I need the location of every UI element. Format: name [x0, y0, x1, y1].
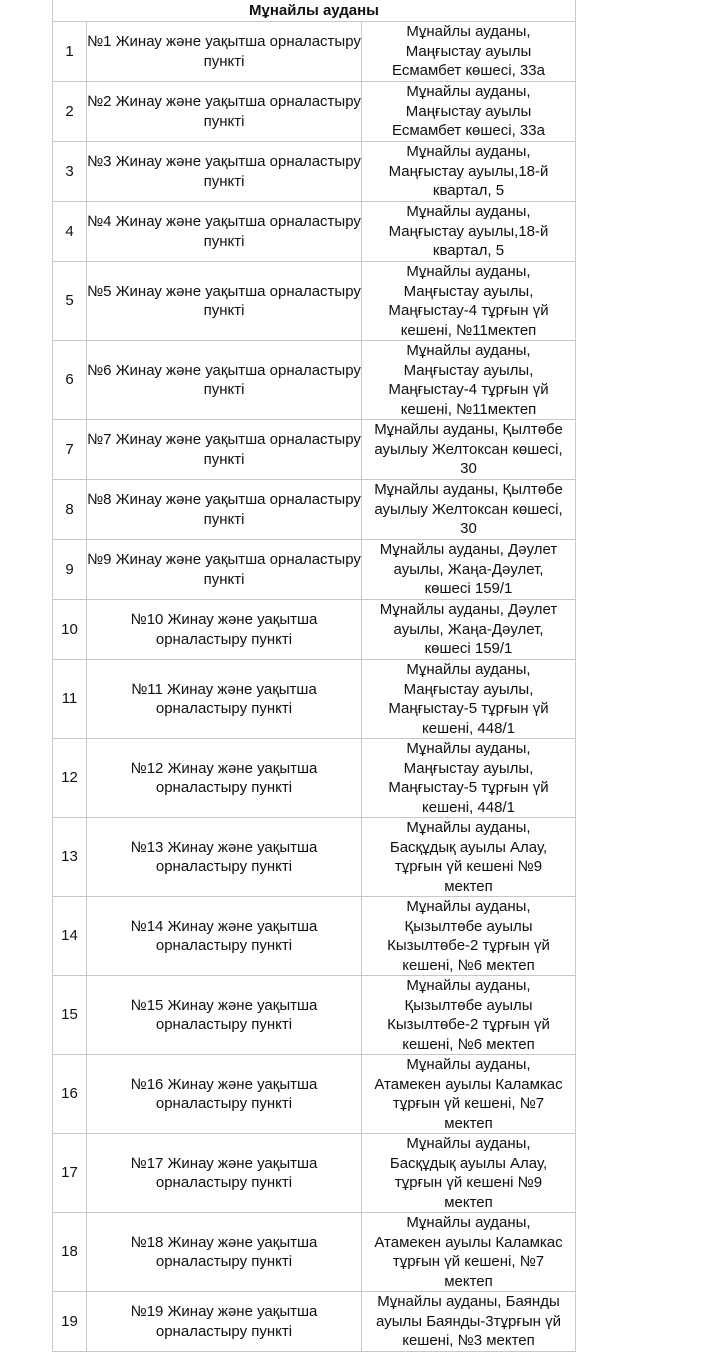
point-address: Мұнайлы ауданы, Маңғыстау ауылы, Маңғыстау-5 тұрғын үй кешені, 448/1: [362, 739, 576, 818]
point-address: Мұнайлы ауданы, Баянды ауылы Баянды-3тұрғын үй кешені, №3 мектеп: [362, 1292, 576, 1352]
row-number: 11: [53, 660, 87, 739]
point-name: №10 Жинау және уақытша орналастыру пункті: [87, 600, 362, 660]
point-name: №3 Жинау және уақытша орналастыру пункті: [87, 142, 362, 202]
point-address: Мұнайлы ауданы, Маңғыстау ауылы,18-й квартал, 5: [362, 142, 576, 202]
point-address: Мұнайлы ауданы, Маңғыстау ауылы Есмамбет көшесі, 33а: [362, 22, 576, 82]
point-address: Мұнайлы ауданы, Атамекен ауылы Каламкас тұрғын үй кешені, №7 мектеп: [362, 1055, 576, 1134]
point-address: Мұнайлы ауданы, Қызылтөбе ауылы Кызылтөбе-2 тұрғын үй кешені, №6 мектеп: [362, 897, 576, 976]
table-row: [53, 262, 576, 341]
row-number: 1: [53, 22, 87, 82]
table-row: [53, 600, 576, 660]
row-number: 5: [53, 262, 87, 341]
row-number: 7: [53, 420, 87, 480]
point-name: №17 Жинау және уақытша орналастыру пункті: [87, 1134, 362, 1213]
table-row: [53, 1055, 576, 1134]
point-name: №8 Жинау және уақытша орналастыру пункті: [87, 480, 362, 540]
point-address: Мұнайлы ауданы, Маңғыстау ауылы Есмамбет көшесі, 33а: [362, 82, 576, 142]
row-number: 2: [53, 82, 87, 142]
row-number: 12: [53, 739, 87, 818]
table-row: [53, 739, 576, 818]
point-name: №2 Жинау және уақытша орналастыру пункті: [87, 82, 362, 142]
table-row: [53, 341, 576, 420]
row-number: 13: [53, 818, 87, 897]
point-address: Мұнайлы ауданы, Дәулет ауылы, Жаңа-Дәулет, көшесі 159/1: [362, 540, 576, 600]
point-address: Мұнайлы ауданы, Маңғыстау ауылы, Маңғыстау-4 тұрғын үй кешені, №11мектеп: [362, 262, 576, 341]
row-number: 6: [53, 341, 87, 420]
point-address: Мұнайлы ауданы, Маңғыстау ауылы, Маңғыстау-5 тұрғын үй кешені, 448/1: [362, 660, 576, 739]
row-number: 10: [53, 600, 87, 660]
table-row: [53, 1134, 576, 1213]
table-title-row: [53, 0, 576, 22]
point-address: Мұнайлы ауданы, Дәулет ауылы, Жаңа-Дәулет, көшесі 159/1: [362, 600, 576, 660]
point-address: Мұнайлы ауданы, Қылтөбе ауылыу Желтоксан көшесі, 30: [362, 420, 576, 480]
point-name: №14 Жинау және уақытша орналастыру пункті: [87, 897, 362, 976]
point-address: Мұнайлы ауданы, Маңғыстау ауылы, Маңғыстау-4 тұрғын үй кешені, №11мектеп: [362, 341, 576, 420]
point-name: №7 Жинау және уақытша орналастыру пункті: [87, 420, 362, 480]
table-row: [53, 1292, 576, 1352]
point-name: №4 Жинау және уақытша орналастыру пункті: [87, 202, 362, 262]
row-number: 17: [53, 1134, 87, 1213]
table-row: [53, 480, 576, 540]
table-row: [53, 420, 576, 480]
point-address: Мұнайлы ауданы, Маңғыстау ауылы,18-й квартал, 5: [362, 202, 576, 262]
row-number: 15: [53, 976, 87, 1055]
point-name: №13 Жинау және уақытша орналастыру пункті: [87, 818, 362, 897]
row-number: 3: [53, 142, 87, 202]
row-number: 16: [53, 1055, 87, 1134]
evacuation-points-table: [52, 0, 576, 1352]
table-row: [53, 540, 576, 600]
point-address: Мұнайлы ауданы, Қылтөбе ауылыу Желтоксан көшесі, 30: [362, 480, 576, 540]
point-name: №12 Жинау және уақытша орналастыру пункті: [87, 739, 362, 818]
table-row: [53, 1213, 576, 1292]
point-address: Мұнайлы ауданы, Атамекен ауылы Каламкас тұрғын үй кешені, №7 мектеп: [362, 1213, 576, 1292]
table-row: [53, 202, 576, 262]
point-name: №15 Жинау және уақытша орналастыру пункті: [87, 976, 362, 1055]
table-row: [53, 976, 576, 1055]
district-title: Мұнайлы ауданы: [53, 0, 576, 22]
point-address: Мұнайлы ауданы, Басқұдық ауылы Алау, тұрғын үй кешені №9 мектеп: [362, 818, 576, 897]
point-name: №19 Жинау және уақытша орналастыру пункті: [87, 1292, 362, 1352]
point-name: №5 Жинау және уақытша орналастыру пункті: [87, 262, 362, 341]
table-row: [53, 897, 576, 976]
row-number: 18: [53, 1213, 87, 1292]
row-number: 9: [53, 540, 87, 600]
row-number: 14: [53, 897, 87, 976]
row-number: 19: [53, 1292, 87, 1352]
point-name: №11 Жинау және уақытша орналастыру пункті: [87, 660, 362, 739]
point-name: №9 Жинау және уақытша орналастыру пункті: [87, 540, 362, 600]
point-name: №1 Жинау және уақытша орналастыру пункті: [87, 22, 362, 82]
point-address: Мұнайлы ауданы, Басқұдық ауылы Алау, тұрғын үй кешені №9 мектеп: [362, 1134, 576, 1213]
table-row: [53, 22, 576, 82]
table-row: [53, 142, 576, 202]
point-address: Мұнайлы ауданы, Қызылтөбе ауылы Кызылтөбе-2 тұрғын үй кешені, №6 мектеп: [362, 976, 576, 1055]
table-row: [53, 660, 576, 739]
row-number: 8: [53, 480, 87, 540]
table-row: [53, 82, 576, 142]
point-name: №6 Жинау және уақытша орналастыру пункті: [87, 341, 362, 420]
point-name: №16 Жинау және уақытша орналастыру пункті: [87, 1055, 362, 1134]
row-number: 4: [53, 202, 87, 262]
table-row: [53, 818, 576, 897]
point-name: №18 Жинау және уақытша орналастыру пункті: [87, 1213, 362, 1292]
